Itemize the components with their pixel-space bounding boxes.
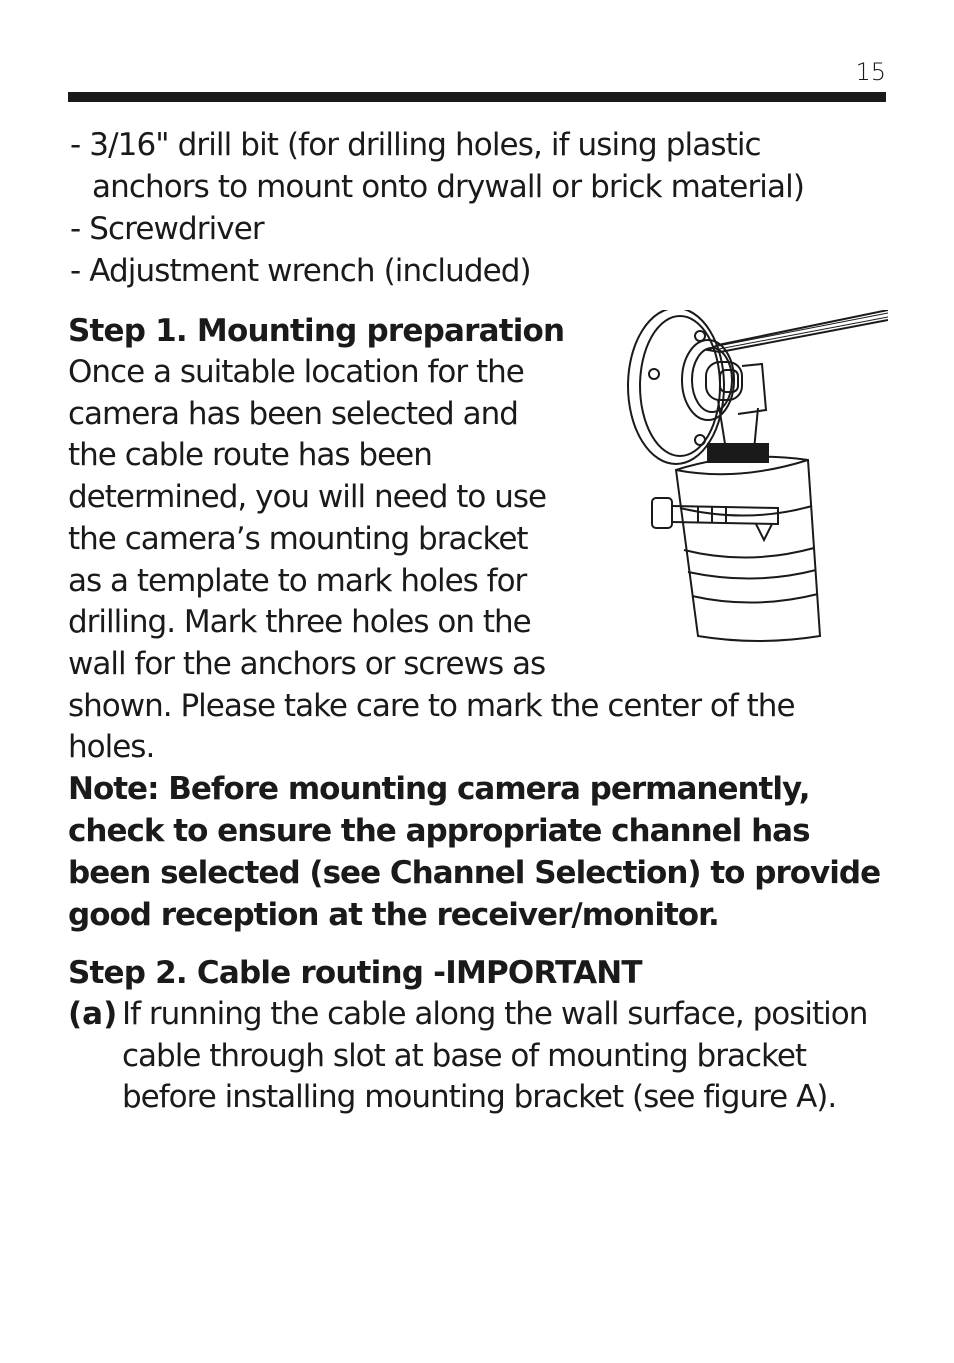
list-item: - Screwdriver <box>70 208 890 250</box>
list-item: - Adjustment wrench (included) <box>70 250 890 292</box>
step1-body: Once a suitable location for the camera has been selected and the cable route has been determined, you will need to use the camera’s mounting bracket as a template to mark holes for drilling. Mark three holes on the wall for the anchors or screws as shown. Please take care to mark the center of the holes. <box>68 354 795 766</box>
step2-section <box>68 952 888 1119</box>
substep-marker: (a) <box>68 996 118 1032</box>
note-paragraph: Note: Before mounting camera permanently, check to ensure the appropriate channel has been selected (see Channel Selection) to provide good reception at the receiver/monitor. <box>68 771 881 933</box>
step1-section <box>68 310 888 769</box>
substep-text: If running the cable along the wall surface, position cable through slot at base of mounting bracket before installing mounting bracket (see figure A). <box>122 996 868 1116</box>
list-item: - 3/16" drill bit (for drilling holes, if using plastic anchors to mount onto drywall or brick material) <box>70 124 872 208</box>
page-number: 15 <box>855 58 886 86</box>
substep-a <box>68 994 888 1119</box>
step1-heading: Step 1. Mounting preparation <box>68 313 565 349</box>
header-rule <box>68 92 886 102</box>
tools-list <box>70 124 890 292</box>
camera-mount-illustration <box>588 310 888 646</box>
step2-heading: Step 2. Cable routing -IMPORTANT <box>68 955 642 991</box>
